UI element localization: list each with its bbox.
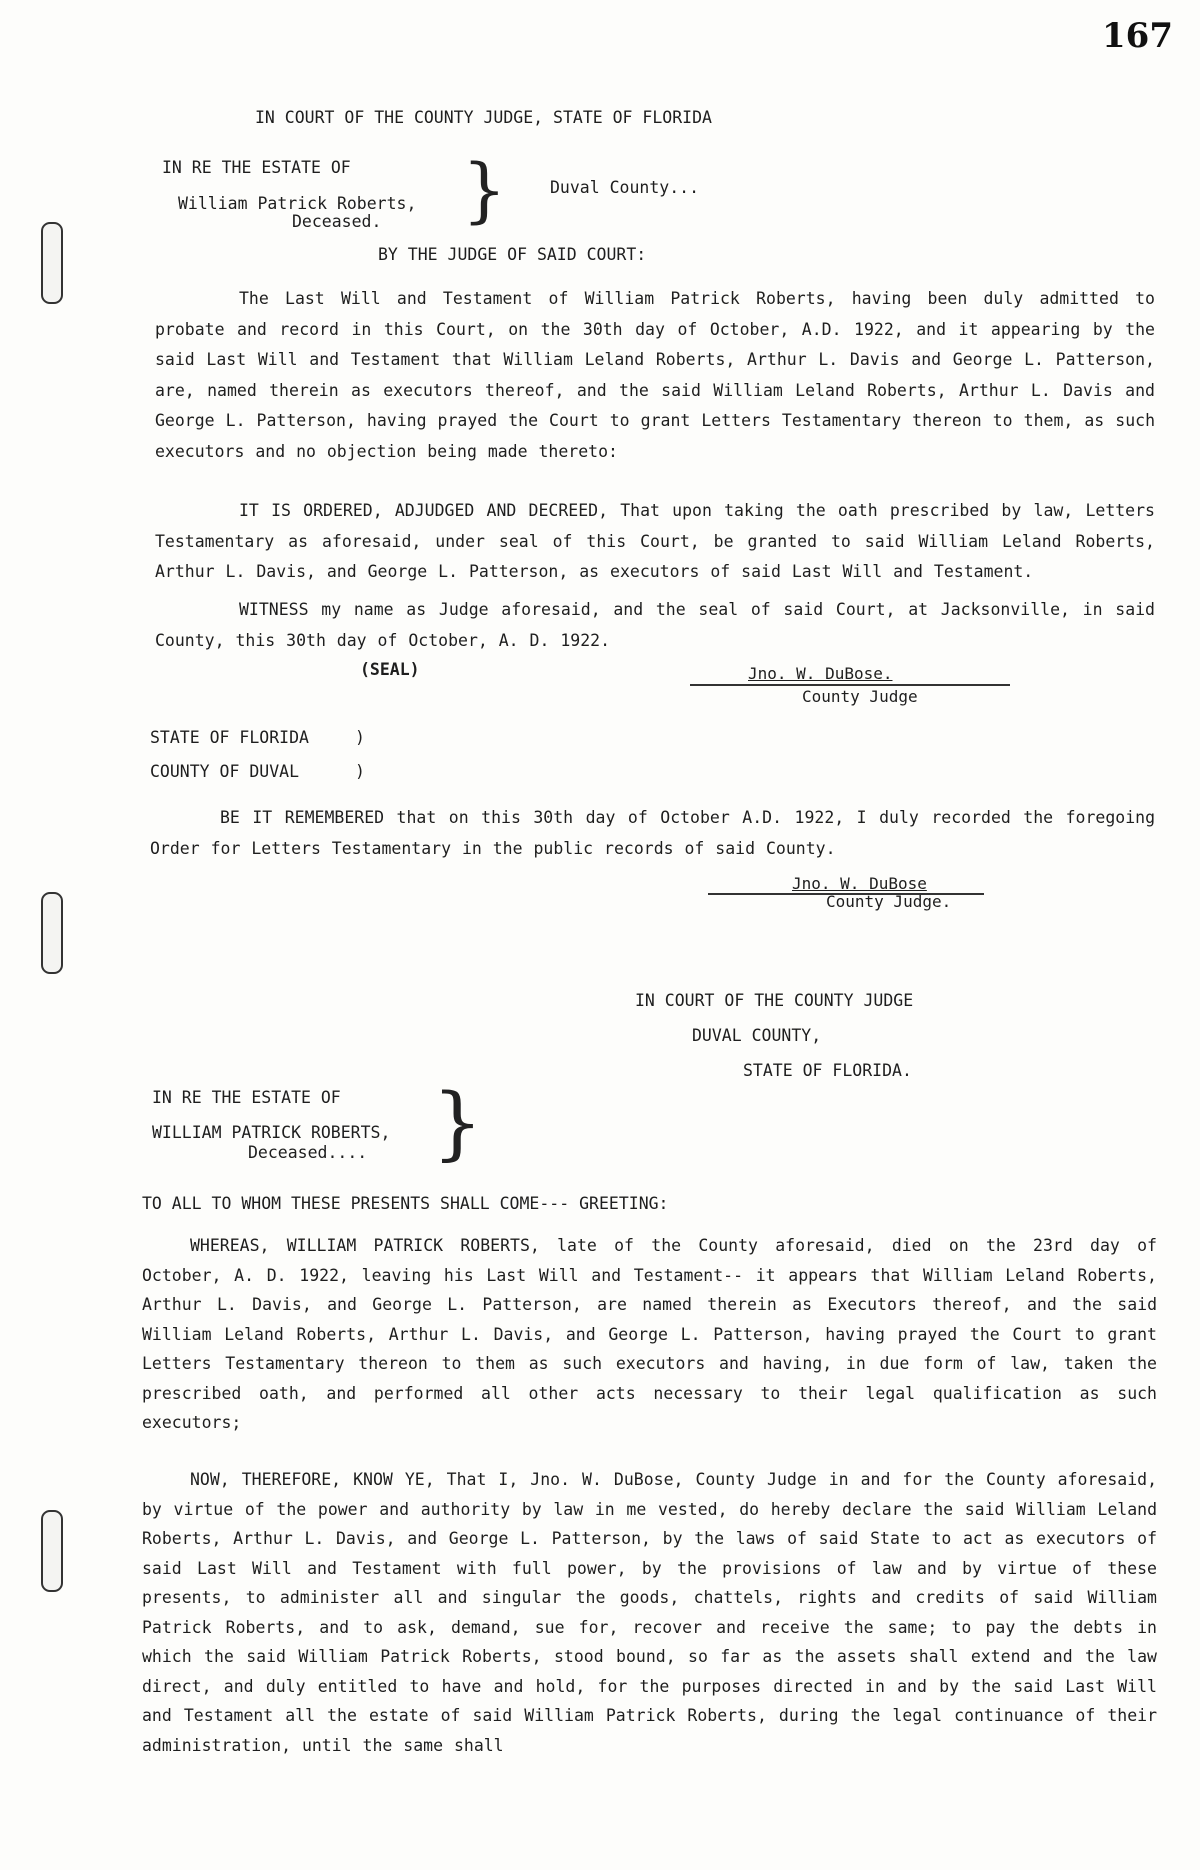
recording-state-paren: ) — [355, 728, 365, 747]
order-county: Duval County... — [550, 178, 700, 197]
recording-county-paren: ) — [355, 762, 365, 781]
letters-estate-line3: Deceased.... — [248, 1143, 368, 1162]
order-paragraph-2-text: IT IS ORDERED, ADJUDGED AND DECREED, That upon taking the oath prescribed by law, Letters Testamentary as aforesaid, under seal of this Court, be granted to said William Leland Roberts, Arthur L. Davis, and George L. Patterson, as executors of said Last Will and Testament. — [155, 501, 1155, 581]
order-paragraph-3 — [155, 595, 1155, 656]
punch-hole-bottom — [41, 1510, 63, 1592]
letters-court-line3: STATE OF FLORIDA. — [743, 1061, 912, 1080]
letters-estate-line1: IN RE THE ESTATE OF — [152, 1088, 341, 1107]
recording-signature-title: County Judge. — [826, 892, 952, 911]
recording-state: STATE OF FLORIDA — [150, 728, 309, 747]
letters-paragraph-2-text: NOW, THEREFORE, KNOW YE, That I, Jno. W. DuBose, County Judge in and for the County aforesaid, by virtue of the power and authority by law in me vested, do hereby declare the said William Leland Roberts, Arthur L. Davis, and George L. Patterson, by the laws of said State to act as executors of said Last Will and Testament with full power, by the provisions of law and by virtue of these presents, to administer all and singular the goods, chattels, rights and credits of said William Patrick Roberts, and to ask, demand, sue for, recover and receive the same; to pay the debts in which the said William Patrick Roberts, stood bound, so far as the assets shall extend and the law direct, and duly entitled to have and hold, for the purposes directed in and by the said Last Will and Testament all the estate of said William Patrick Roberts, during the legal continuance of their administration, until the same shall — [142, 1470, 1157, 1755]
letters-paragraph-2 — [142, 1465, 1157, 1760]
order-paragraph-3-text: WITNESS my name as Judge aforesaid, and the seal of said Court, at Jacksonville, in said County, this 30th day of October, A. D. 1922. — [155, 600, 1155, 650]
punch-hole-middle — [41, 892, 63, 974]
letters-paragraph-1 — [142, 1231, 1157, 1438]
order-signature-line — [690, 684, 1010, 686]
order-estate-line1: IN RE THE ESTATE OF — [162, 158, 351, 177]
recording-county: COUNTY OF DUVAL — [150, 762, 300, 781]
order-by-judge: BY THE JUDGE OF SAID COURT: — [378, 245, 647, 264]
order-paragraph-2 — [155, 496, 1155, 588]
recording-signature: Jno. W. DuBose — [792, 874, 927, 893]
recording-paragraph-text: BE IT REMEMBERED that on this 30th day of October A.D. 1922, I duly recorded the foregoing Order for Letters Testamentary in the public records of said County. — [150, 808, 1155, 858]
order-paragraph-1-text: The Last Will and Testament of William Patrick Roberts, having been duly admitted to probate and record in this Court, on the 30th day of October, A.D. 1922, and it appearing by the said Last Will and Testament that William Leland Roberts, Arthur L. Davis and George L. Patterson, are, named therein as executors thereof, and the said William Leland Roberts, Arthur L. Davis and George L. Patterson, having prayed the Court to grant Letters Testamentary thereon to them, as such executors and no objection being made thereto: — [155, 289, 1155, 461]
letters-estate-line2: WILLIAM PATRICK ROBERTS, — [152, 1123, 391, 1142]
punch-hole-top — [41, 222, 63, 304]
page-number: 167 — [1102, 16, 1173, 56]
order-brace: } — [462, 149, 507, 231]
order-estate-line2: William Patrick Roberts, — [178, 194, 417, 213]
letters-court-line1: IN COURT OF THE COUNTY JUDGE — [635, 991, 914, 1010]
letters-court-line2: DUVAL COUNTY, — [692, 1026, 822, 1045]
letters-greeting: TO ALL TO WHOM THESE PRESENTS SHALL COME--- GREETING: — [142, 1194, 669, 1213]
order-seal: (SEAL) — [360, 660, 420, 679]
order-signature: Jno. W. DuBose. — [748, 664, 893, 683]
letters-paragraph-1-text: WHEREAS, WILLIAM PATRICK ROBERTS, late of the County aforesaid, died on the 23rd day of October, A. D. 1922, leaving his Last Will and Testament-- it appears that William Leland Roberts, Arthur L. Davis, and George L. Patterson, are named therein as Executors thereof, and the said William Leland Roberts, Arthur L. Davis, and George L. Patterson, having prayed the Court to grant Letters Testamentary thereon to them as such executors and having, in due form of law, taken the prescribed oath, and performed all other acts necessary to their legal qualification as such executors; — [142, 1236, 1157, 1432]
recording-paragraph — [150, 803, 1155, 864]
order-court-header: IN COURT OF THE COUNTY JUDGE, STATE OF FLORIDA — [255, 108, 712, 127]
order-signature-title: County Judge — [802, 687, 918, 706]
order-paragraph-1 — [155, 284, 1155, 467]
letters-brace: } — [432, 1076, 483, 1169]
order-estate-line3: Deceased. — [292, 212, 382, 231]
